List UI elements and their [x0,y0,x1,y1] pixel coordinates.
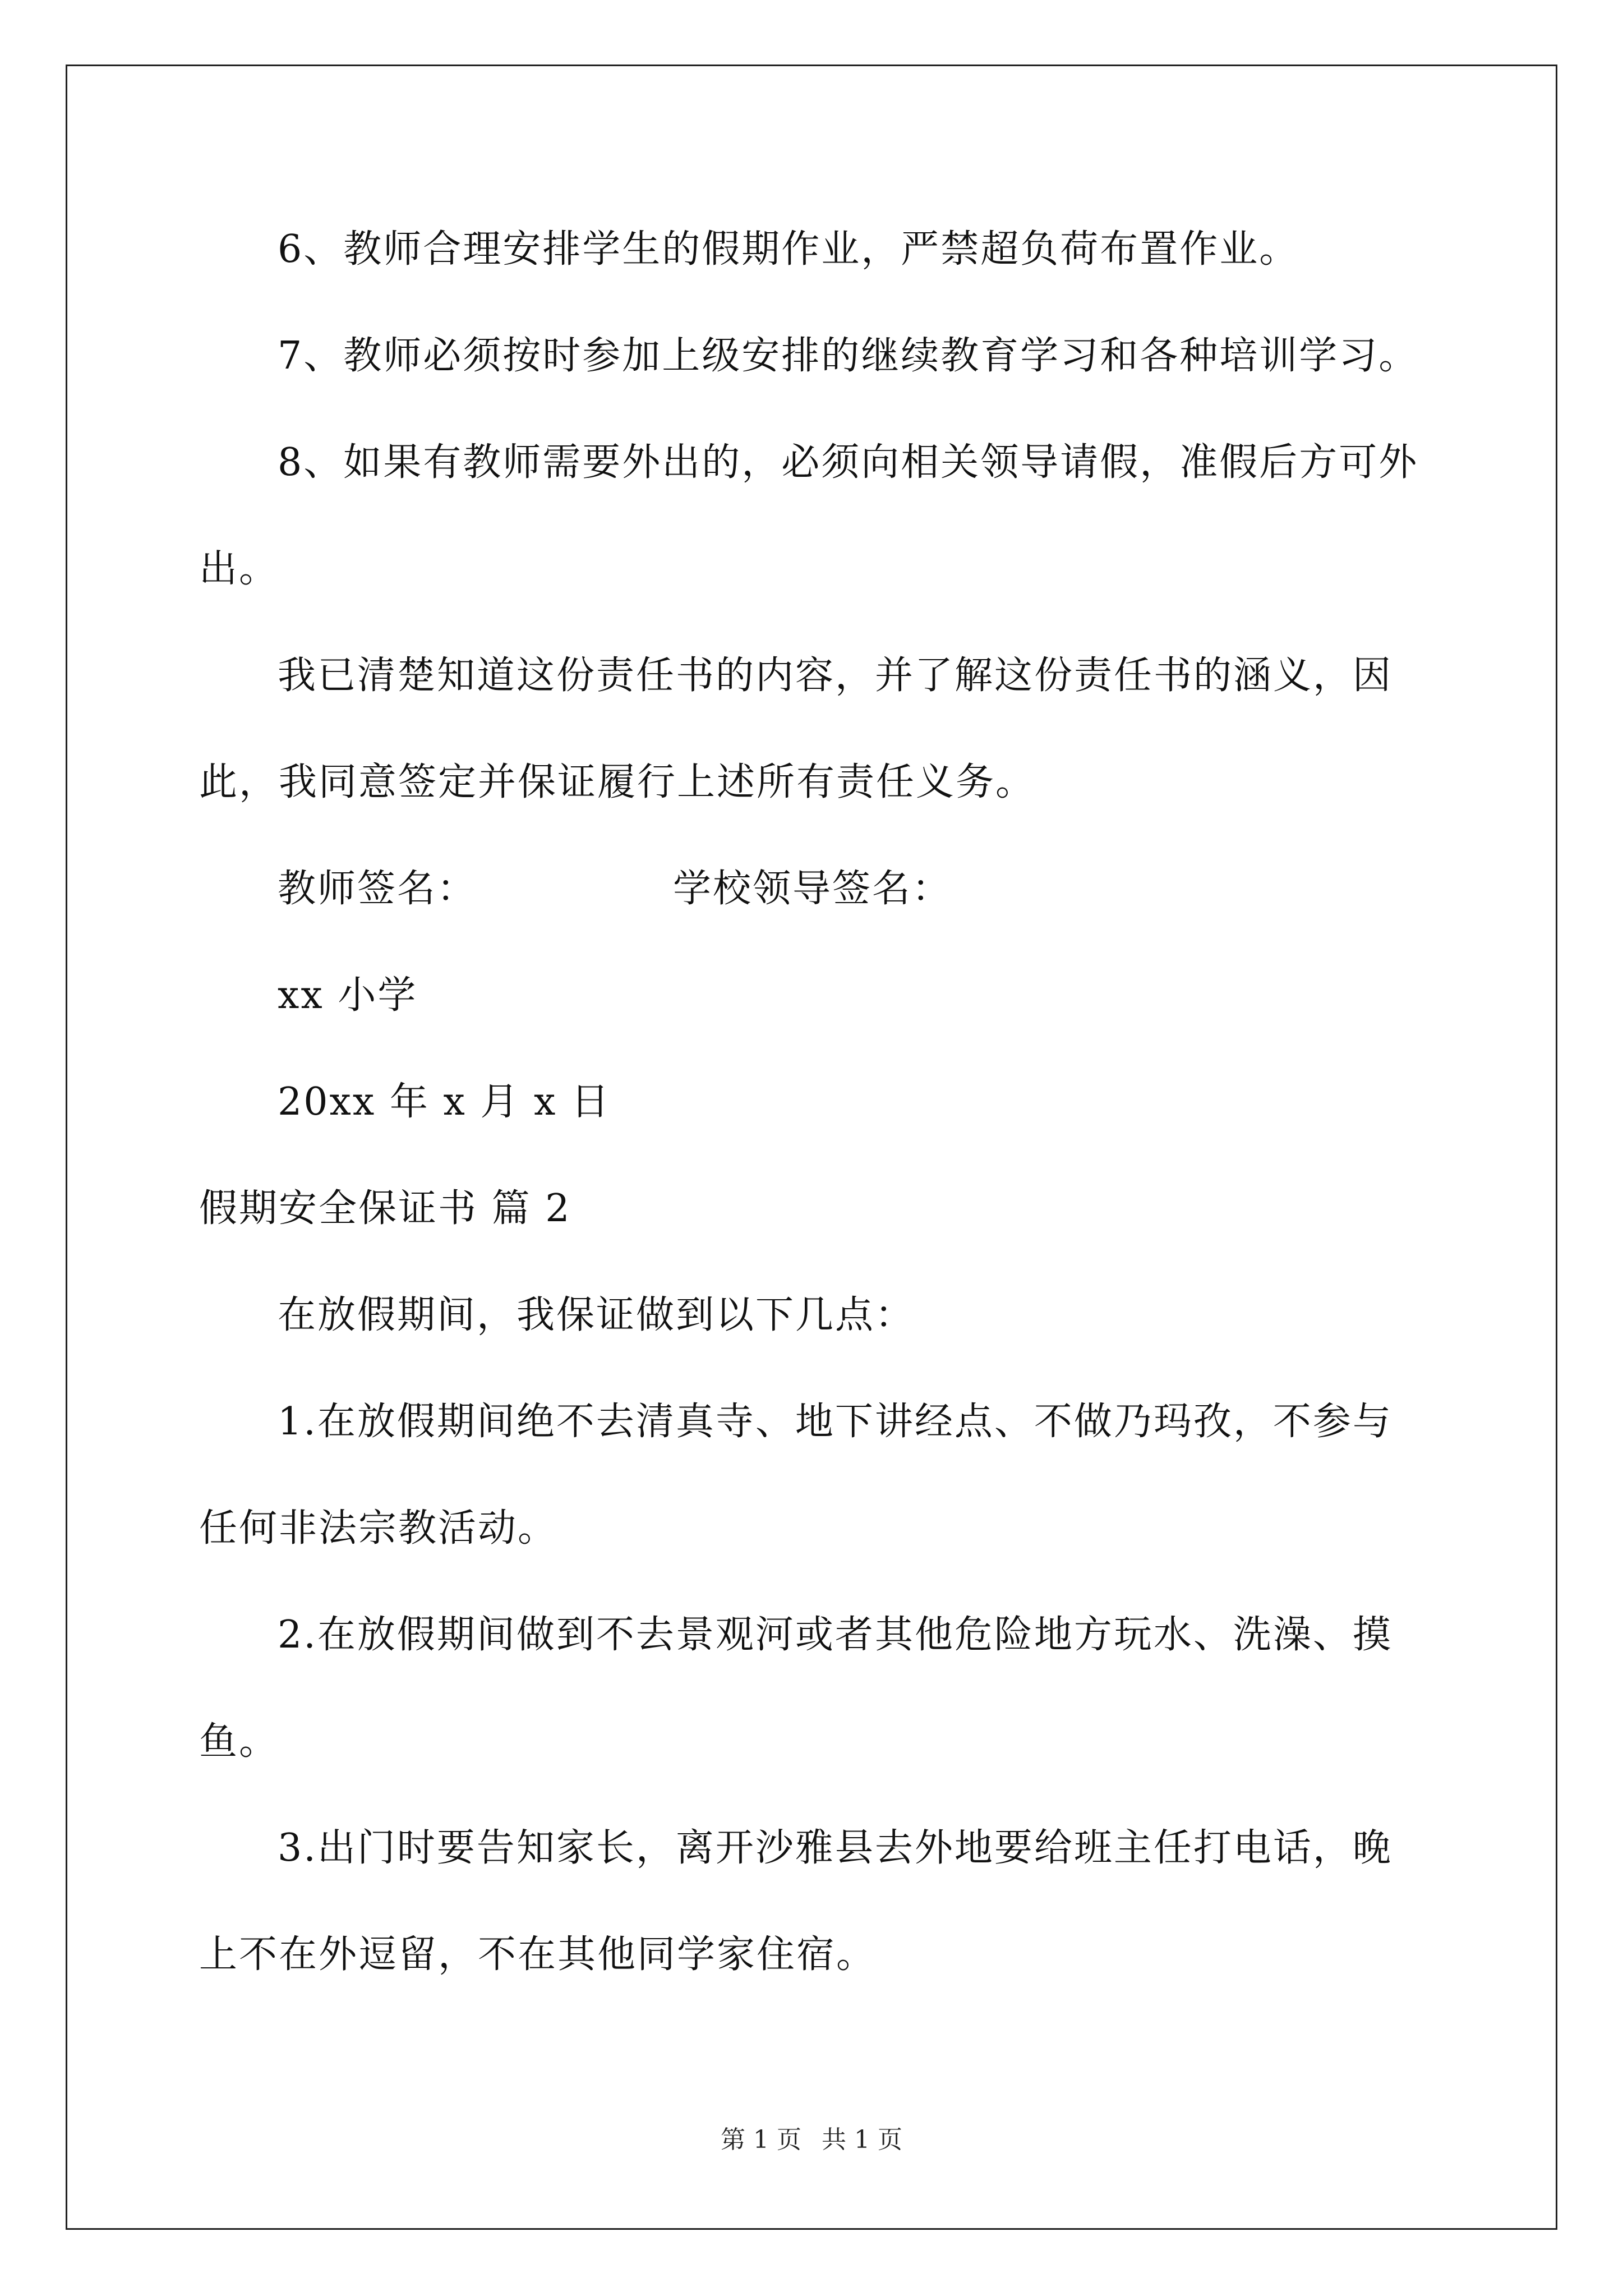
signature-line [278,867,952,912]
page-footer [0,2126,1623,2154]
document-date: 20xx 年 x 月 x 日 [278,1080,611,1124]
paragraph-line-6: 6、教师合理安排学生的假期作业，严禁超负荷布置作业。 [278,227,1299,272]
section-title: 假期安全保证书 篇 2 [199,1186,571,1231]
page-frame [66,65,1557,2230]
paragraph-line-7: 7、教师必须按时参加上级安排的继续教育学习和各种培训学习。 [278,334,1419,378]
school-name: xx 小学 [278,973,418,1018]
section-intro: 在放假期间，我保证做到以下几点： [278,1293,915,1337]
leader-signature-label: 学校领导签名： [673,867,952,911]
paragraph-acknowledgement-cont: 此，我同意签定并保证履行上述所有责任义务。 [199,760,1036,804]
pledge-item-2-cont: 鱼。 [199,1719,279,1764]
teacher-signature-label: 教师签名： [278,867,477,911]
pledge-item-1: 1.在放假期间绝不去清真寺、地下讲经点、不做乃玛孜，不参与 [278,1400,1393,1444]
pledge-item-1-cont: 任何非法宗教活动。 [199,1506,558,1550]
page-number-total: 共 1 页 [822,2125,902,2154]
paragraph-line-8-cont: 出。 [199,547,279,591]
pledge-item-3-cont: 上不在外逗留，不在其他同学家住宿。 [199,1932,877,1977]
paragraph-line-8: 8、如果有教师需要外出的，必须向相关领导请假，准假后方可外 [278,440,1419,485]
paragraph-acknowledgement: 我已清楚知道这份责任书的内容，并了解这份责任书的涵义，因 [278,654,1393,698]
page-number-current: 第 1 页 [721,2125,801,2154]
pledge-item-3: 3.出门时要告知家长，离开沙雅县去外地要给班主任打电话，晚 [278,1826,1393,1870]
pledge-item-2: 2.在放假期间做到不去景观河或者其他危险地方玩水、洗澡、摸 [278,1613,1393,1657]
